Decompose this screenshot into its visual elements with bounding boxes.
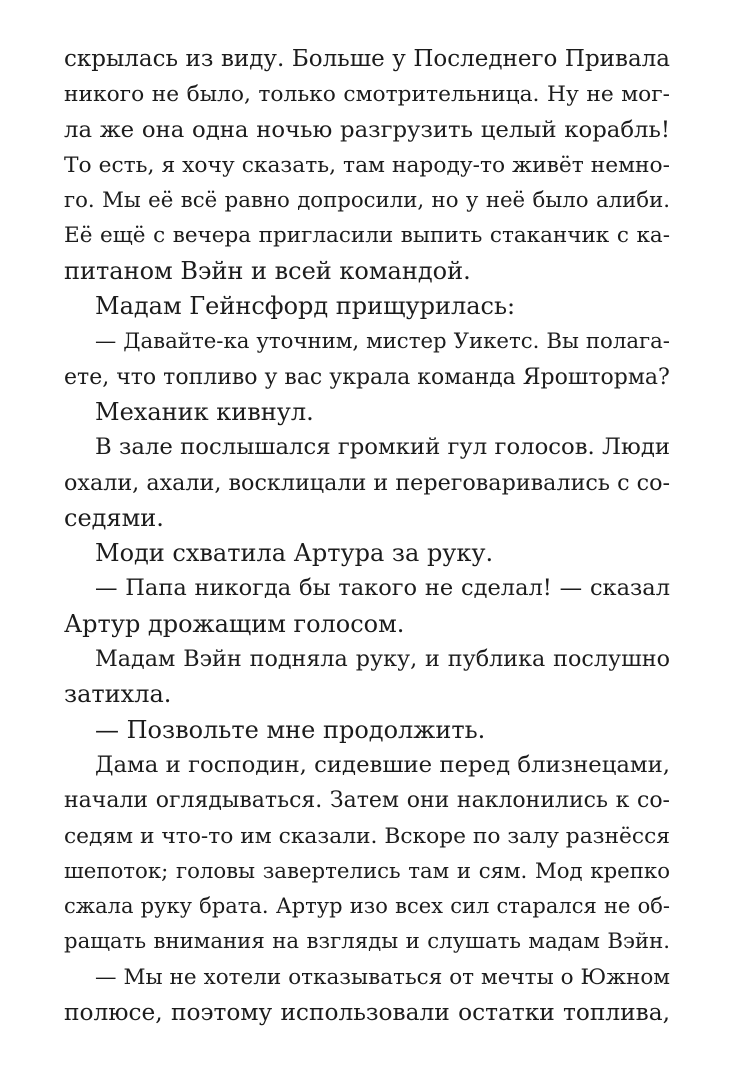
- text-line: — Позвольте мне продолжить.: [95, 715, 486, 744]
- text-line: В зале послышался громкий гул голосов. Люди: [95, 434, 670, 461]
- text-line: ращать внимания на взгляды и слушать мадам Вэйн.: [64, 929, 670, 955]
- text-line: — Папа никогда бы такого не сделал! — сказал: [95, 575, 670, 602]
- text-line: ла же она одна ночью разгрузить целый корабль!: [64, 116, 670, 143]
- body-text: [64, 42, 670, 1030]
- text-line: питаном Вэйн и всей командой.: [64, 256, 471, 285]
- text-line: Дама и господин, сидевшие перед близнецами,: [95, 751, 670, 778]
- text-line: седями.: [64, 503, 164, 532]
- text-line: седям и что-то им сказали. Вскоре по залу разнёсся: [64, 823, 670, 849]
- text-line: охали, ахали, восклицали и переговаривались с со-: [64, 469, 670, 496]
- text-line: полюсе, поэтому использовали остатки топлива,: [64, 999, 670, 1027]
- text-line: начали оглядываться. Затем они наклонились к со-: [64, 788, 670, 814]
- text-line: Артур дрожащим голосом.: [64, 609, 405, 638]
- text-line: То есть, я хочу сказать, там народу-то живёт немно-: [64, 152, 670, 178]
- text-line: сжала руку брата. Артур изо всех сил старался не об-: [64, 894, 670, 919]
- text-line: Механик кивнул.: [95, 397, 314, 426]
- text-line: Мадам Вэйн подняла руку, и публика послушно: [95, 646, 670, 673]
- text-line: — Давайте-ка уточним, мистер Уикетс. Вы полага-: [95, 329, 670, 355]
- text-line: ете, что топливо у вас украла команда Ярошторма?: [64, 364, 670, 390]
- text-line: Моди схватила Артура за руку.: [95, 539, 494, 568]
- text-line: затихла.: [64, 680, 172, 709]
- text-line: скрылась из виду. Больше у Последнего Привала: [64, 46, 670, 72]
- text-line: Её ещё с вечера пригласили выпить стаканчик с ка-: [64, 223, 670, 249]
- text-line: — Мы не хотели отказываться от мечты о Южном: [95, 964, 670, 990]
- text-line: шепоток; головы завертелись там и сям. Мод крепко: [64, 858, 670, 884]
- text-line: никого не было, только смотрительница. Ну не мог-: [64, 82, 670, 108]
- text-line: Мадам Гейнсфорд прищурилась:: [95, 292, 516, 321]
- text-line: го. Мы её всё равно допросили, но у неё было алиби.: [64, 188, 670, 214]
